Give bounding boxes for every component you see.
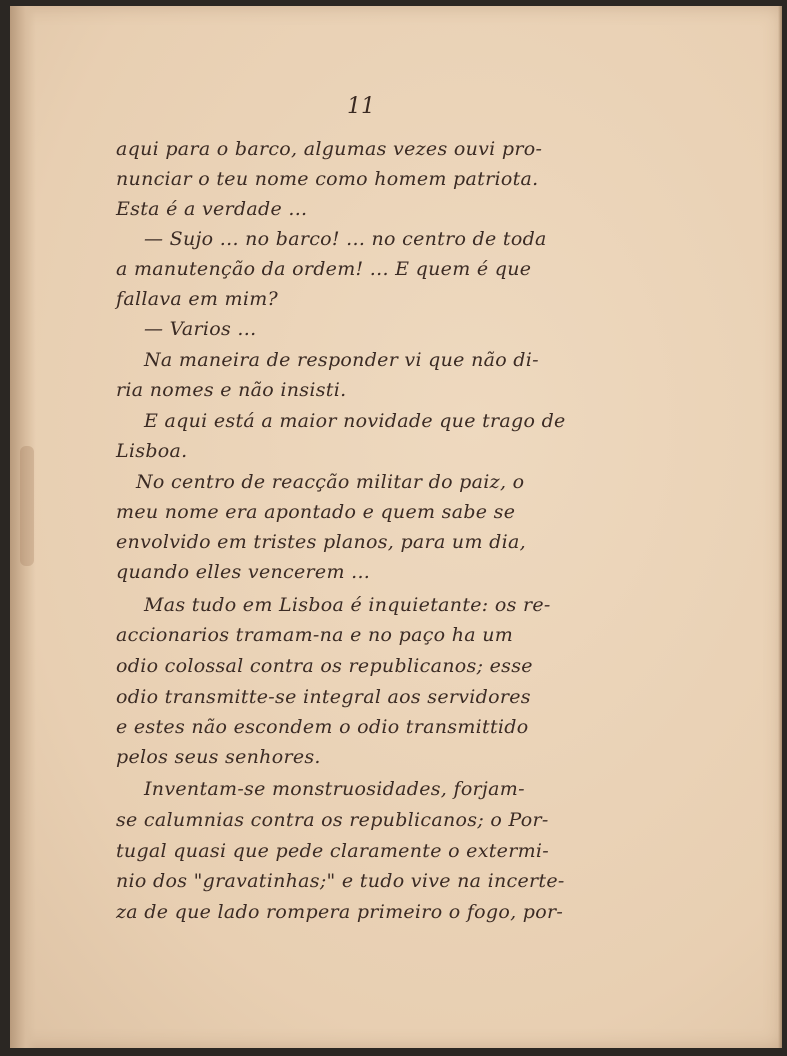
text-line: aqui para o barco, algumas vezes ouvi pro- — [116, 138, 543, 160]
text-line: odio colossal contra os republicanos; esse — [116, 655, 533, 677]
text-line: E aqui está a maior novidade que trago de — [144, 410, 566, 432]
text-line: meu nome era apontado e quem sabe se — [116, 501, 516, 523]
text-line: e estes não escondem o odio transmittido — [116, 716, 529, 738]
manuscript-page — [10, 6, 782, 1048]
text-line: Mas tudo em Lisboa é inquietante: os re- — [144, 594, 551, 616]
text-line: Inventam-se monstruosidades, forjam- — [144, 778, 525, 800]
text-line: accionarios tramam-na e no paço ha um — [116, 624, 514, 646]
text-line: fallava em mim? — [116, 288, 279, 310]
page-number: 11 — [347, 94, 375, 119]
text-line: — Sujo ... no barco! ... no centro de toda — [144, 228, 547, 250]
text-line: quando elles vencerem ... — [116, 561, 371, 583]
text-line: Na maneira de responder vi que não di- — [144, 349, 539, 371]
text-line: — Varios ... — [144, 318, 257, 340]
text-line: Lisboa. — [116, 440, 188, 462]
text-line: za de que lado rompera primeiro o fogo, por- — [116, 901, 564, 923]
text-line: ria nomes e não insisti. — [116, 379, 347, 401]
text-line: a manutenção da ordem! ... E quem é que — [116, 258, 532, 280]
text-line: nio dos "gravatinhas;" e tudo vive na incerte- — [116, 870, 565, 892]
text-line: Esta é a verdade ... — [116, 198, 308, 220]
text-line: envolvido em tristes planos, para um dia, — [116, 531, 526, 553]
handwritten-text-block — [10, 6, 782, 1048]
text-line: nunciar o teu nome como homem patriota. — [116, 168, 539, 190]
text-line: tugal quasi que pede claramente o extermi- — [116, 840, 549, 862]
text-line: se calumnias contra os republicanos; o Por- — [116, 809, 549, 831]
text-line: No centro de reacção militar do paiz, o — [136, 471, 525, 493]
text-line: pelos seus senhores. — [116, 746, 321, 768]
text-line: odio transmitte-se integral aos servidores — [116, 686, 531, 708]
